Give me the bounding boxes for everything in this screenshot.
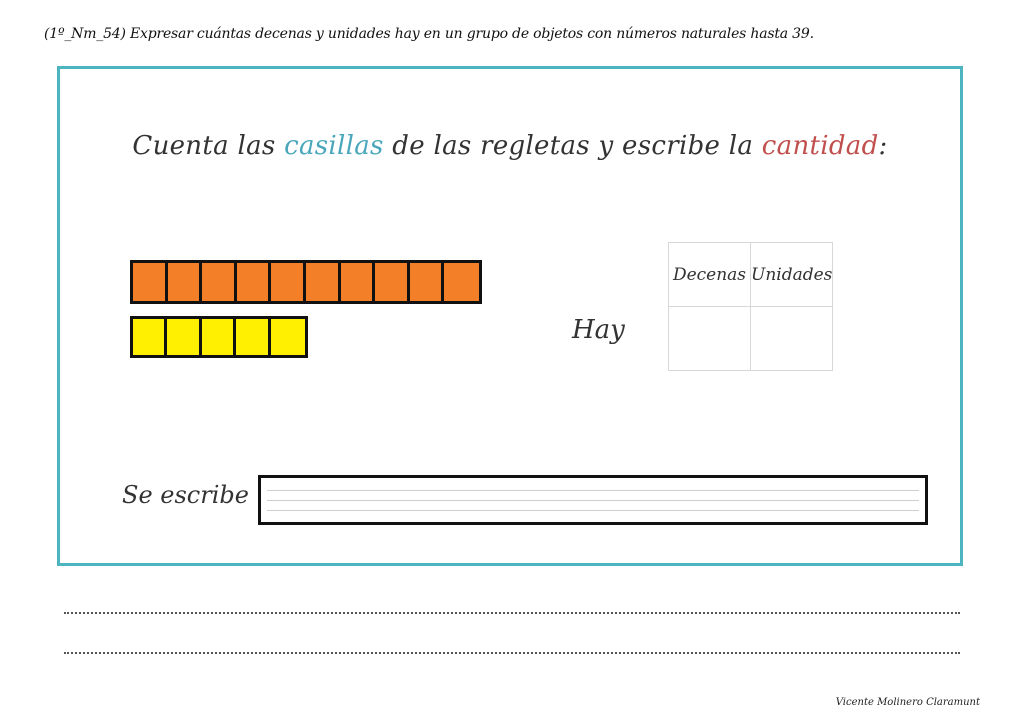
header-unidades: Unidades	[751, 243, 833, 307]
title-part-1: Cuenta las	[132, 131, 285, 161]
bar-cell	[133, 263, 168, 301]
bar-cell	[341, 263, 376, 301]
title-part-2: de las regletas y escribe la	[383, 131, 762, 161]
guide-line	[267, 500, 919, 501]
bar-cell	[202, 263, 237, 301]
header-decenas: Decenas	[669, 243, 751, 307]
bar-cell	[133, 319, 167, 355]
exercise-title	[60, 131, 960, 161]
dotted-answer-line-1[interactable]	[64, 612, 960, 614]
decenas-answer-cell[interactable]	[669, 307, 751, 371]
bar-cell	[271, 319, 305, 355]
title-highlight-casillas: casillas	[284, 131, 384, 161]
title-highlight-cantidad: cantidad	[761, 131, 879, 161]
bar-cell	[167, 319, 201, 355]
exercise-card	[57, 66, 963, 566]
guide-line	[267, 490, 919, 491]
yellow-five-bar	[130, 316, 308, 358]
write-number-box[interactable]	[258, 475, 928, 525]
hay-label: Hay	[572, 315, 625, 345]
bar-cell	[271, 263, 306, 301]
author-credit: Vicente Molinero Claramunt	[835, 697, 980, 708]
bar-cell	[375, 263, 410, 301]
objective-text: (1º_Nm_54) Expresar cuántas decenas y unidades hay en un grupo de objetos con números naturales hasta 39.	[44, 26, 814, 42]
bar-cell	[306, 263, 341, 301]
se-escribe-label: Se escribe	[122, 481, 249, 509]
bar-cell	[236, 319, 270, 355]
unidades-answer-cell[interactable]	[751, 307, 833, 371]
bar-cell	[202, 319, 236, 355]
guide-line	[267, 510, 919, 511]
bar-cell	[237, 263, 272, 301]
bar-cell	[168, 263, 203, 301]
bar-cell	[444, 263, 479, 301]
place-value-table	[668, 242, 833, 371]
bar-cell	[410, 263, 445, 301]
orange-ten-bar	[130, 260, 482, 304]
dotted-answer-line-2[interactable]	[64, 652, 960, 654]
title-part-3: :	[878, 131, 888, 161]
